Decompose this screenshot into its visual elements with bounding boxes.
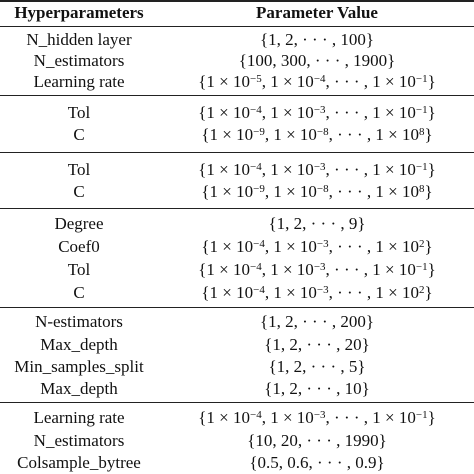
header-parameter-value: Parameter Value [256,3,378,22]
table-row [0,235,474,258]
param-value: {1, 2, · · · , 200} [259,312,375,331]
param-value: {1, 2, · · · , 20} [264,335,370,354]
table-row [0,28,474,51]
param-value: {$1 \times 10^{-5}$, $1 \times 10^{-4}$, · · · , $1 \times 10^{-1}$} [198,72,436,91]
table-row [0,406,474,429]
param-value: {$1 \times 10^{-9}$, $1 \times 10^{-8}$, · · · , $1 \times 10^8$} [201,182,433,201]
param-name: Min_samples_split [14,357,144,376]
table-row [0,429,474,452]
table-row [0,101,474,124]
param-name: Learning rate [33,72,125,91]
param-value: {$1 \times 10^{-4}$, $1 \times 10^{-3}$, · · · , $1 \times 10^{-1}$} [198,103,436,122]
table-row [0,333,474,356]
header-hyperparameters: Hyperparameters [14,3,144,22]
table-row [0,310,474,333]
table-row [0,158,474,181]
param-value: {$1 \times 10^{-4}$, $1 \times 10^{-3}$, · · · , $1 \times 10^2$} [201,283,433,302]
group-divider [0,152,474,153]
param-value: {0.5, 0.6, · · · , 0.9} [249,453,385,472]
param-name: C [73,283,85,302]
param-value: {1, 2, · · · , 10} [264,379,370,398]
table-row [0,451,474,474]
param-name: N_hidden layer [26,30,132,49]
group-divider [0,307,474,308]
table-row [0,355,474,378]
param-name: Tol [67,103,91,122]
param-name: Degree [54,214,104,233]
param-name: Coef0 [58,237,100,256]
param-value: {1, 2, · · · , 5} [268,357,366,376]
header-row [0,1,474,24]
param-name: Max_depth [40,335,118,354]
param-name: Tol [67,260,91,279]
param-value: {100, 300, · · · , 1900} [238,51,396,70]
table-row [0,377,474,400]
param-name: C [73,182,85,201]
param-name: Learning rate [33,408,125,427]
param-value: {1, 2, · · · , 100} [259,30,375,49]
param-name: N_estimators [33,51,125,70]
param-value: {$1 \times 10^{-9}$, $1 \times 10^{-8}$, · · · , $1 \times 10^8$} [201,125,433,144]
param-name: Colsample_bytree [17,453,141,472]
param-value: {$1 \times 10^{-4}$, $1 \times 10^{-3}$, · · · , $1 \times 10^{-1}$} [198,160,436,179]
table-row [0,212,474,235]
param-value: {10, 20, · · · , 1990} [247,431,387,450]
group-divider [0,208,474,209]
group-divider [0,402,474,403]
table-row [0,123,474,146]
param-value: {$1 \times 10^{-4}$, $1 \times 10^{-3}$, · · · , $1 \times 10^{-1}$} [198,260,436,279]
param-name: Tol [67,160,91,179]
param-value: {$1 \times 10^{-4}$, $1 \times 10^{-3}$, · · · , $1 \times 10^{-1}$} [198,408,436,427]
table-row [0,281,474,304]
param-name: N-estimators [35,312,123,331]
param-name: Max_depth [40,379,118,398]
table-row [0,70,474,93]
table-row [0,258,474,281]
param-value: {1, 2, · · · , 9} [268,214,366,233]
param-name: N_estimators [33,431,125,450]
group-divider [0,95,474,96]
header-rule [0,26,474,27]
param-name: C [73,125,85,144]
table-row [0,49,474,72]
table-row [0,180,474,203]
param-value: {$1 \times 10^{-4}$, $1 \times 10^{-3}$, · · · , $1 \times 10^2$} [201,237,433,256]
